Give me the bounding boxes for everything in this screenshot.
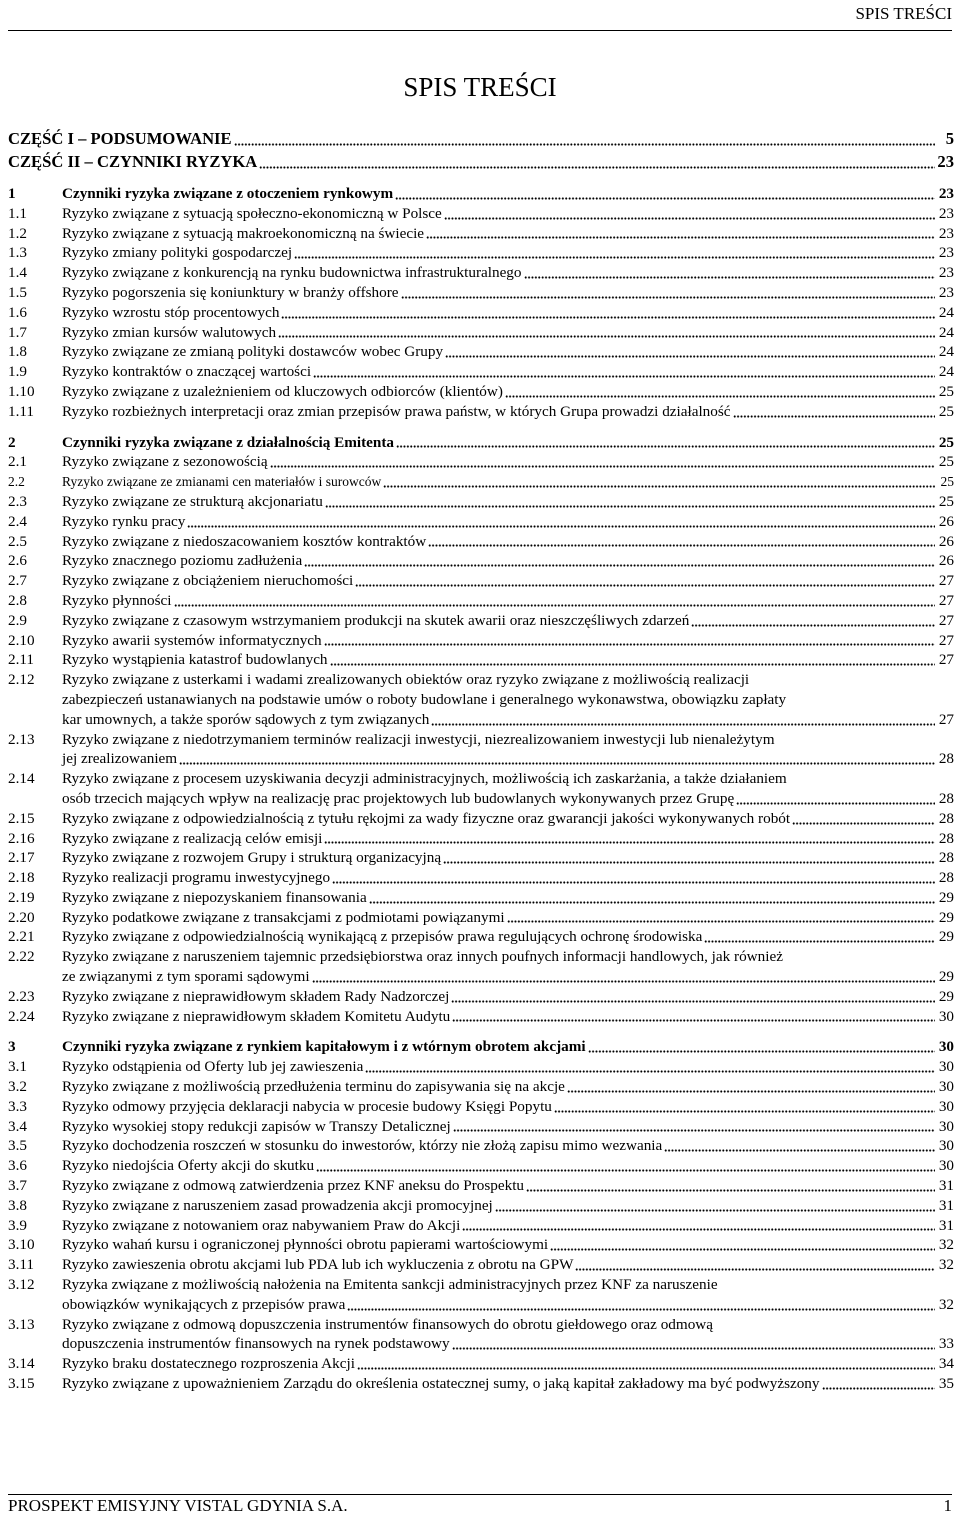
toc-entry-title: Ryzyko odmowy przyjęcia deklaracji nabycia w procesie budowy Księgi Popytu <box>62 1097 552 1115</box>
toc-entry-title: Ryzyko związane z obciążeniem nieruchomości <box>62 572 354 590</box>
toc-entry[interactable] <box>8 303 954 323</box>
toc-entry-title: Ryzyko związane z sytuacją społeczno-ekonomiczną w Polsce <box>62 204 442 222</box>
toc-entry-page: 26 <box>938 552 954 570</box>
toc-entry[interactable] <box>8 1037 954 1057</box>
toc-entry[interactable] <box>8 927 954 947</box>
toc-entry-number: 3.14 <box>8 1355 35 1373</box>
toc-entry-page: 29 <box>938 908 954 926</box>
toc-entry-page: 30 <box>938 1157 954 1175</box>
toc-entry[interactable] <box>8 1354 954 1374</box>
toc-entry-title: Ryzyko związane z niedoszacowaniem kosztów kontraktów <box>62 532 427 550</box>
toc-entry-number: 2.7 <box>8 572 27 590</box>
toc-entry-number: 2.14 <box>8 770 35 788</box>
toc-entry-page: 30 <box>938 1078 954 1096</box>
toc-entry-number: 2.12 <box>8 671 35 689</box>
toc-entry-page: 26 <box>938 512 954 530</box>
toc-entry-page: 28 <box>938 750 954 768</box>
toc-entry-number: 1.11 <box>8 402 35 420</box>
toc-entry-number: 3.12 <box>8 1276 35 1294</box>
toc-entry-number: 2.21 <box>8 928 35 946</box>
toc-entry-number: 1 <box>8 185 16 202</box>
toc-entry-page: 27 <box>938 651 954 669</box>
dot-leader <box>431 722 935 726</box>
toc-entry-number: 1.4 <box>8 264 27 282</box>
dot-leader <box>495 1208 935 1212</box>
dot-leader <box>452 1346 935 1350</box>
toc-entry-page: 29 <box>938 928 954 946</box>
toc-entry-title: Ryzyko awarii systemów informatycznych <box>62 631 322 649</box>
dot-leader <box>445 354 935 358</box>
toc-entry-page: 5 <box>945 129 954 148</box>
toc-entry-page: 31 <box>938 1216 954 1234</box>
toc-entry-page: 30 <box>938 1117 954 1135</box>
toc-entry[interactable] <box>8 1007 954 1027</box>
toc-entry[interactable] <box>8 1136 954 1156</box>
toc-entry-number: 2.19 <box>8 888 35 906</box>
dot-leader <box>332 880 935 884</box>
toc-entry-title: Ryzyko dochodzenia roszczeń w stosunku do inwestorów, którzy nie złożą zapisu mimo wezwania <box>62 1137 663 1155</box>
toc-entry-page: 29 <box>938 987 954 1005</box>
toc-entry-number: 2.5 <box>8 532 27 550</box>
dot-leader <box>550 1247 935 1251</box>
dot-leader <box>507 919 935 923</box>
toc-entry-page: 26 <box>938 532 954 550</box>
toc-entry-title: zabezpieczeń ustanawianych na podstawie umów o roboty budowlane i generalnego wykonawstwa, obowiązku zapłaty <box>62 690 787 708</box>
toc-entry-page: 33 <box>938 1335 954 1353</box>
toc-entry[interactable] <box>8 433 954 453</box>
dot-leader <box>733 414 935 418</box>
toc-entry-title: Czynniki ryzyka związane z otoczeniem rynkowym <box>62 185 394 202</box>
toc-entry-number: 2.18 <box>8 869 35 887</box>
toc-entry-title: Ryzyko związane z czasowym wstrzymaniem produkcji na skutek awarii oraz nieszczęśliwych zdarzeń <box>62 611 690 629</box>
toc-entry-title: Ryzyko związane z upoważnieniem Zarządu do określenia ostatecznej sumy, o jaką kapitał zakładowy ma być podwyższony <box>62 1375 820 1393</box>
toc-entry-page: 25 <box>938 433 954 451</box>
toc-entry-number: 1.9 <box>8 363 27 381</box>
toc-entry-page: 25 <box>940 474 954 490</box>
toc-entry-title: kar umownych, a także sporów sądowych z tym związanych <box>62 710 430 728</box>
dot-leader <box>567 1089 935 1093</box>
dot-leader <box>270 464 935 468</box>
toc-entry-page: 35 <box>938 1375 954 1393</box>
toc-entry-page: 32 <box>938 1256 954 1274</box>
toc-entry-number: 2.23 <box>8 987 35 1005</box>
toc-entry-number: 2.9 <box>8 611 27 629</box>
toc-entry-title: Ryzyko związane z możliwością przedłużenia terminu do zapisywania się na akcje <box>62 1078 565 1096</box>
dot-leader <box>316 1168 935 1172</box>
toc-entry-title: Ryzyko wzrostu stóp procentowych <box>62 303 280 321</box>
toc-entry-number: 3.2 <box>8 1078 27 1096</box>
toc-entry-title: Ryzyko wahań kursu i ograniczonej płynności obrotu papierami wartościowymi <box>62 1236 549 1254</box>
toc-entry-title: Ryzyko związane z sezonowością <box>62 453 268 471</box>
dot-leader <box>428 543 935 547</box>
toc-entry-title: Ryzyko związane ze zmianami cen materiałów i surowców <box>62 474 382 490</box>
toc-entry[interactable] <box>8 670 954 690</box>
toc-entry-title: Ryzyko odstąpienia od Oferty lub jej zawieszenia <box>62 1058 364 1076</box>
dot-leader <box>664 1148 935 1152</box>
toc-entry-number: 2.13 <box>8 730 35 748</box>
running-header: SPIS TREŚCI <box>855 4 952 23</box>
header-divider <box>8 30 952 31</box>
dot-leader <box>383 484 935 488</box>
toc-entry-number: 2.2 <box>8 474 25 490</box>
toc-entry-title: obowiązków wynikających z przepisów prawa <box>62 1295 346 1313</box>
dot-leader <box>451 999 935 1003</box>
toc-entry-page: 25 <box>938 402 954 420</box>
toc-entry[interactable] <box>8 512 954 532</box>
toc-entry-title: Czynniki ryzyka związane z działalnością Emitenta <box>62 433 394 451</box>
toc-entry-number: 3.10 <box>8 1236 35 1254</box>
toc-entry-page: 23 <box>938 283 954 301</box>
dot-leader <box>187 524 935 528</box>
toc-entry[interactable] <box>8 1374 954 1394</box>
toc-entry-title: Ryzyko znacznego poziomu zadłużenia <box>62 552 303 570</box>
toc-entry-page: 30 <box>938 1058 954 1076</box>
toc-entry-page: 30 <box>938 1007 954 1025</box>
toc-entry[interactable] <box>8 987 954 1007</box>
toc-entry-page: 32 <box>938 1295 954 1313</box>
footer-document-name: PROSPEKT EMISYJNY VISTAL GDYNIA S.A. <box>8 1496 348 1515</box>
toc-entry-number: 3.9 <box>8 1216 27 1234</box>
dot-leader <box>588 1049 935 1053</box>
toc-entry-page: 29 <box>938 888 954 906</box>
dot-leader <box>294 255 935 259</box>
toc-entry-title: Ryzyko związane z nieprawidłowym składem Komitetu Audytu <box>62 1007 451 1025</box>
toc-entry-page: 23 <box>938 264 954 282</box>
dot-leader <box>325 504 935 508</box>
dot-leader <box>505 394 935 398</box>
toc-entry-title: Ryzyko związane z realizacją celów emisji <box>62 829 323 847</box>
dot-leader <box>365 1069 935 1073</box>
dot-leader <box>792 821 935 825</box>
toc-entry-title: Ryzyko wystąpienia katastrof budowlanych <box>62 651 328 669</box>
dot-leader <box>736 801 935 805</box>
toc-entry-title: jej zrealizowaniem <box>62 750 178 768</box>
toc-entry-title: Ryzyko związane z odpowiedzialnością z tytułu rękojmi za wady fizyczne oraz gwarancji jakości wykonywanych robót <box>62 809 791 827</box>
toc-entry-page: 30 <box>938 1097 954 1115</box>
toc-entry-page: 24 <box>938 343 954 361</box>
toc-entry-page: 23 <box>938 224 954 242</box>
toc-entry-number: 1.7 <box>8 323 27 341</box>
toc-entry-page: 28 <box>938 869 954 887</box>
toc-entry[interactable] <box>8 184 954 204</box>
toc-entry-number: 1.5 <box>8 283 27 301</box>
dot-leader <box>355 583 935 587</box>
toc-entry[interactable] <box>8 967 954 987</box>
toc-entry-page: 31 <box>938 1177 954 1195</box>
toc-entry[interactable] <box>8 362 954 382</box>
toc-entry-page: 25 <box>938 382 954 400</box>
toc-entry-page: 31 <box>938 1196 954 1214</box>
dot-leader <box>396 444 935 448</box>
toc-entry-number: 3.15 <box>8 1375 35 1393</box>
toc-entry-title: Ryzyko braku dostatecznego rozproszenia Akcji <box>62 1355 355 1373</box>
dot-leader <box>452 1018 935 1022</box>
toc-entry-page: 32 <box>938 1236 954 1254</box>
toc-entry[interactable] <box>8 492 954 512</box>
page-title: SPIS TREŚCI <box>403 72 557 102</box>
toc-entry-title: Ryzyko wysokiej stopy redukcji zapisów w Transzy Detalicznej <box>62 1117 451 1135</box>
toc-entry-title: Ryzyko podatkowe związane z transakcjami z podmiotami powiązanymi <box>62 908 505 926</box>
toc-entry-number: 1.3 <box>8 244 27 262</box>
toc-entry-page: 23 <box>938 244 954 262</box>
toc-entry[interactable] <box>8 947 954 967</box>
toc-entry[interactable] <box>8 1156 954 1176</box>
toc-entry-page: 28 <box>938 789 954 807</box>
toc-entry-number: 1.6 <box>8 303 27 321</box>
toc-entry-number: 2.10 <box>8 631 35 649</box>
toc-entry-number: 3.13 <box>8 1315 35 1333</box>
toc-entry-number: 1.2 <box>8 224 27 242</box>
toc-entry-title: Czynniki ryzyka związane z rynkiem kapitałowym i z wtórnym obrotem akcjami <box>62 1038 586 1056</box>
toc-entry-page: 23 <box>938 185 954 202</box>
toc-entry[interactable] <box>8 1275 954 1295</box>
toc-entry-title: Ryzyko pogorszenia się koniunktury w branży offshore <box>62 283 399 301</box>
dot-leader <box>704 939 935 943</box>
toc-entry-number: 1.10 <box>8 382 35 400</box>
toc-entry-title: Ryzyko związane z nieprawidłowym składem Rady Nadzorczej <box>62 987 450 1005</box>
footer-divider <box>8 1494 952 1495</box>
toc-entry-title: Ryzyko związane z niepozyskaniem finansowania <box>62 888 367 906</box>
toc-entry-title: Ryzyko związane z sytuacją makroekonomiczną na świecie <box>62 224 425 242</box>
toc-entry-title: Ryzyko związane z konkurencją na rynku budownictwa infrastrukturalnego <box>62 264 522 282</box>
toc-entry[interactable] <box>8 150 954 173</box>
toc-entry[interactable] <box>8 452 954 472</box>
toc-entry-page: 30 <box>938 1137 954 1155</box>
toc-entry-title: Ryzyko zawieszenia obrotu akcjami lub PDA lub ich wykluczenia z obrotu na GPW <box>62 1256 574 1274</box>
toc-entry-number: 2.3 <box>8 492 27 510</box>
toc-entry-page: 27 <box>938 572 954 590</box>
dot-leader <box>395 196 935 200</box>
toc-entry-title: Ryzyko związane z naruszeniem zasad prowadzenia akcji promocyjnej <box>62 1196 493 1214</box>
toc-entry[interactable] <box>8 243 954 263</box>
toc-entry[interactable] <box>8 769 954 789</box>
dot-leader <box>330 662 935 666</box>
toc-entry-page: 24 <box>938 303 954 321</box>
toc-entry[interactable] <box>8 551 954 571</box>
toc-entry[interactable] <box>8 650 954 670</box>
toc-entry[interactable] <box>8 1077 954 1097</box>
toc-entry[interactable] <box>8 631 954 651</box>
toc-entry[interactable] <box>8 1196 954 1216</box>
toc-entry-title: Ryzyko realizacji programu inwestycyjnego <box>62 869 331 887</box>
toc-entry[interactable] <box>8 611 954 631</box>
dot-leader <box>575 1267 935 1271</box>
dot-leader <box>822 1386 936 1390</box>
toc-entry-title: Ryzyko związane z uzależnieniem od kluczowych odbiorców (klientów) <box>62 382 503 400</box>
toc-entry-number: 2.24 <box>8 1007 35 1025</box>
toc-entry[interactable] <box>8 263 954 283</box>
toc-entry-title: Ryzyko kontraktów o znaczącej wartości <box>62 363 312 381</box>
dot-leader <box>443 860 935 864</box>
toc-entry-page: 29 <box>938 968 954 986</box>
toc-entry[interactable] <box>8 908 954 928</box>
toc-entry-number: 3.5 <box>8 1137 27 1155</box>
toc-entry[interactable] <box>8 323 954 343</box>
dot-leader <box>281 315 935 319</box>
dot-leader <box>554 1109 935 1113</box>
dot-leader <box>312 979 935 983</box>
table-of-contents <box>8 127 954 1394</box>
toc-entry-title: Ryzyko rynku pracy <box>62 512 186 530</box>
dot-leader <box>234 142 935 146</box>
dot-leader <box>462 1227 935 1231</box>
toc-entry-number: 2.1 <box>8 453 27 471</box>
toc-entry-number: 2.11 <box>8 651 35 669</box>
toc-entry[interactable] <box>8 710 954 730</box>
toc-entry[interactable] <box>8 829 954 849</box>
toc-entry-number: 3.4 <box>8 1117 27 1135</box>
toc-entry[interactable] <box>8 1235 954 1255</box>
toc-entry-title: Ryzyko niedojścia Oferty akcji do skutku <box>62 1157 315 1175</box>
toc-entry[interactable] <box>8 591 954 611</box>
toc-entry-number: 3.6 <box>8 1157 27 1175</box>
dot-leader <box>347 1307 935 1311</box>
toc-entry-number: 2.15 <box>8 809 35 827</box>
toc-entry-number: 3 <box>8 1038 16 1056</box>
toc-entry-title: Ryzyko związane z odmową dopuszczenia instrumentów finansowych do obrotu giełdowego oraz odmową <box>62 1315 714 1333</box>
dot-leader <box>453 1128 935 1132</box>
dot-leader <box>526 1188 935 1192</box>
toc-entry[interactable] <box>8 1334 954 1354</box>
toc-entry[interactable] <box>8 809 954 829</box>
toc-entry[interactable] <box>8 690 954 710</box>
toc-entry-title: Ryzyko płynności <box>62 591 172 609</box>
toc-entry-number: 2.22 <box>8 948 35 966</box>
toc-entry-number: 2.4 <box>8 512 27 530</box>
toc-entry-number: 2.17 <box>8 849 35 867</box>
toc-entry[interactable] <box>8 1295 954 1315</box>
toc-entry-title: Ryzyka związane z możliwością nałożenia na Emitenta sankcji administracyjnych przez KNF za naruszenie <box>62 1276 718 1294</box>
toc-entry-title: Ryzyko związane z notowaniem oraz nabywaniem Praw do Akcji <box>62 1216 461 1234</box>
toc-entry[interactable] <box>8 1176 954 1196</box>
toc-entry-title: Ryzyko związane ze strukturą akcjonariatu <box>62 492 323 510</box>
dot-leader <box>278 334 935 338</box>
toc-entry-page: 27 <box>938 710 954 728</box>
toc-entry-number: 2.6 <box>8 552 27 570</box>
toc-entry-number: 3.7 <box>8 1177 27 1195</box>
toc-entry-number: 1.1 <box>8 204 27 222</box>
dot-leader <box>259 165 935 169</box>
toc-entry-page: 23 <box>937 152 954 171</box>
dot-leader <box>444 216 935 220</box>
toc-entry[interactable] <box>8 888 954 908</box>
toc-entry-title: Ryzyko związane z naruszeniem tajemnic przedsiębiorstwa oraz innych poufnych informacji handlowych, jak również <box>62 948 783 966</box>
dot-leader <box>357 1366 935 1370</box>
toc-entry-title: CZĘŚĆ II – CZYNNIKI RYZYKA <box>8 152 258 171</box>
toc-entry-number: 2.16 <box>8 829 35 847</box>
toc-entry[interactable] <box>8 472 954 492</box>
toc-entry-number: 2.20 <box>8 908 35 926</box>
toc-entry-page: 27 <box>938 611 954 629</box>
toc-entry-title: Ryzyko związane z procesem uzyskiwania decyzji administracyjnych, możliwością ich zaskarżania, a także działaniem <box>62 770 787 788</box>
toc-entry-page: 27 <box>938 631 954 649</box>
dot-leader <box>179 761 935 765</box>
toc-entry-page: 25 <box>938 453 954 471</box>
toc-entry-page: 24 <box>938 363 954 381</box>
toc-entry[interactable] <box>8 1315 954 1335</box>
toc-entry-page: 30 <box>938 1038 954 1056</box>
toc-entry[interactable] <box>8 1117 954 1137</box>
toc-entry-page: 24 <box>938 323 954 341</box>
toc-entry-number: 3.3 <box>8 1097 27 1115</box>
toc-entry-title: Ryzyko związane z niedotrzymaniem terminów realizacji inwestycji, niezrealizowaniem inwestycji lub nienależytym <box>62 730 775 748</box>
dot-leader <box>691 623 935 627</box>
toc-entry[interactable] <box>8 283 954 303</box>
toc-entry-title: ze związanymi z tym sporami sądowymi <box>62 968 310 986</box>
toc-entry[interactable] <box>8 1216 954 1236</box>
toc-entry[interactable] <box>8 789 954 809</box>
dot-leader <box>401 295 935 299</box>
dot-leader <box>426 235 935 239</box>
toc-entry-title: Ryzyko związane z odmową zatwierdzenia przez KNF aneksu do Prospektu <box>62 1177 525 1195</box>
toc-entry[interactable] <box>8 342 954 362</box>
toc-entry-page: 23 <box>938 204 954 222</box>
toc-entry[interactable] <box>8 382 954 402</box>
toc-entry-title: osób trzecich mających wpływ na realizację prac projektowych lub budowlanych wykonywanych przez Grupę <box>62 789 735 807</box>
dot-leader <box>313 374 935 378</box>
toc-entry[interactable] <box>8 1057 954 1077</box>
toc-entry-number: 2 <box>8 433 16 451</box>
toc-entry[interactable] <box>8 1097 954 1117</box>
toc-entry-title: Ryzyko związane z odpowiedzialnością wynikającą z przepisów prawa regulujących ochronę środowiska <box>62 928 703 946</box>
dot-leader <box>174 603 936 607</box>
toc-entry[interactable] <box>8 532 954 552</box>
dot-leader <box>369 900 935 904</box>
toc-entry[interactable] <box>8 1255 954 1275</box>
toc-entry-title: Ryzyko rozbieżnych interpretacji oraz zmian przepisów prawa państw, w których Grupa prowadzi działalność <box>62 402 731 420</box>
toc-entry[interactable] <box>8 224 954 244</box>
toc-entry-number: 3.1 <box>8 1058 27 1076</box>
dot-leader <box>324 840 935 844</box>
toc-entry[interactable] <box>8 848 954 868</box>
toc-entry[interactable] <box>8 204 954 224</box>
toc-entry-number: 1.8 <box>8 343 27 361</box>
dot-leader <box>524 275 936 279</box>
toc-entry[interactable] <box>8 571 954 591</box>
footer-page-number: 1 <box>943 1496 952 1515</box>
toc-entry-title: Ryzyko zmian kursów walutowych <box>62 323 277 341</box>
toc-entry[interactable] <box>8 749 954 769</box>
toc-entry-title: dopuszczenia instrumentów finansowych na rynek podstawowy <box>62 1335 450 1353</box>
toc-entry-page: 34 <box>938 1355 954 1373</box>
toc-entry-number: 2.8 <box>8 591 27 609</box>
toc-entry[interactable] <box>8 402 954 422</box>
toc-entry-page: 28 <box>938 849 954 867</box>
toc-entry-number: 3.8 <box>8 1196 27 1214</box>
toc-entry-title: Ryzyko zmiany polityki gospodarczej <box>62 244 293 262</box>
toc-entry-title: Ryzyko związane z rozwojem Grupy i strukturą organizacyjną <box>62 849 442 867</box>
toc-entry-page: 28 <box>938 809 954 827</box>
toc-entry-number: 3.11 <box>8 1256 35 1274</box>
dot-leader <box>324 642 935 646</box>
toc-entry-title: Ryzyko związane ze zmianą polityki dostawców wobec Grupy <box>62 343 444 361</box>
toc-entry[interactable] <box>8 730 954 750</box>
toc-entry-page: 28 <box>938 829 954 847</box>
toc-entry-page: 27 <box>938 591 954 609</box>
toc-entry[interactable] <box>8 127 954 150</box>
toc-entry-title: Ryzyko związane z usterkami i wadami zrealizowanych obiektów oraz ryzyko związane z możliwością realizacji <box>62 671 750 689</box>
dot-leader <box>304 563 935 567</box>
toc-entry-title: CZĘŚĆ I – PODSUMOWANIE <box>8 129 232 148</box>
toc-entry-page: 25 <box>938 492 954 510</box>
toc-entry[interactable] <box>8 868 954 888</box>
